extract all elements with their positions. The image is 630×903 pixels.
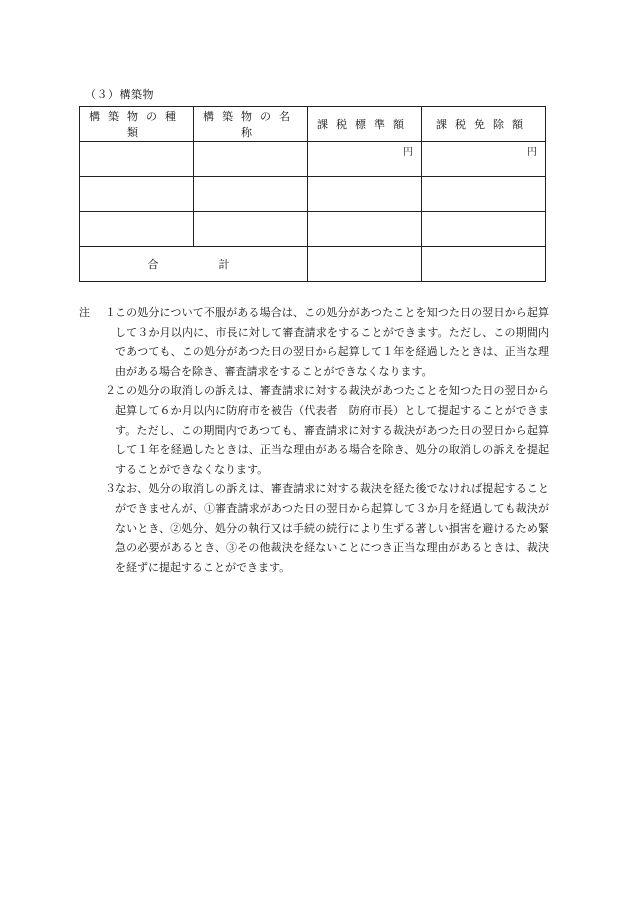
table-cell bbox=[194, 177, 308, 212]
table-cell bbox=[194, 142, 308, 177]
table-cell bbox=[422, 212, 546, 247]
table-total-row bbox=[80, 247, 546, 282]
header-structure-type: 構築物の種類 bbox=[80, 107, 194, 142]
note-text: この処分について不服がある場合は、この処分があつたことを知つた日の翌日から起算して３か月以内に、市長に対して審査請求をすることができます。ただし、この期間内であつても、この処分があつた日の翌日から起算して１年を経過したときは、正当な理由がある場合を除き、審査請求をすることができなくなります。 bbox=[115, 306, 549, 378]
table-cell bbox=[422, 142, 546, 177]
yen-unit: 円 bbox=[527, 147, 537, 158]
table-cell bbox=[308, 177, 422, 212]
table-cell bbox=[80, 177, 194, 212]
table-row bbox=[80, 177, 546, 212]
notes-label: 注 bbox=[79, 306, 90, 319]
header-tax-exemption-amount: 課税免除額 bbox=[422, 107, 546, 142]
header-structure-name: 構築物の名称 bbox=[194, 107, 308, 142]
table-cell bbox=[308, 212, 422, 247]
header-tax-base-amount: 課税標準額 bbox=[308, 107, 422, 142]
note-item bbox=[79, 381, 549, 479]
total-exemption-cell bbox=[422, 247, 546, 282]
yen-unit: 円 bbox=[403, 147, 413, 158]
note-text: なお、処分の取消しの訴えは、審査請求に対する裁決を経た後でなければ提起することができませんが、①審査請求があつた日の翌日から起算して３か月を経過しても裁決がないとき、②処分、処分の執行又は手続の続行により生ずる著しい損害を避けるため緊急の必要があるとき、③その他裁決を経ないことにつき正当な理由があるときは、裁決を経ずに提起することができます。 bbox=[115, 482, 549, 574]
note-item bbox=[79, 479, 549, 577]
table-cell bbox=[422, 177, 546, 212]
table-header-row bbox=[80, 107, 546, 142]
total-tax-base-cell bbox=[308, 247, 422, 282]
note-text: この処分の取消しの訴えは、審査請求に対する裁決があつたことを知つた日の翌日から起算して６か月以内に防府市を被告（代表者 防府市長）として提起することができます。ただし、この期間内であつても、審査請求に対する裁決があつた日の翌日から起算して１年を経過したときは、正当な理由がある場合を除き、処分の取消しの訴えを提起することができなくなります。 bbox=[115, 384, 549, 476]
table-cell bbox=[80, 212, 194, 247]
total-label: 合計 bbox=[80, 247, 308, 282]
notes-section bbox=[79, 303, 549, 577]
note-number: １ bbox=[105, 306, 116, 319]
note-number: ３ bbox=[105, 482, 116, 496]
note-item bbox=[79, 303, 549, 381]
structures-table bbox=[79, 106, 546, 282]
table-row bbox=[80, 212, 546, 247]
note-number: ２ bbox=[105, 384, 116, 398]
section-heading: （３）構築物 bbox=[85, 88, 154, 101]
table-cell bbox=[308, 142, 422, 177]
table-cell bbox=[194, 212, 308, 247]
table-cell bbox=[80, 142, 194, 177]
table-row bbox=[80, 142, 546, 177]
